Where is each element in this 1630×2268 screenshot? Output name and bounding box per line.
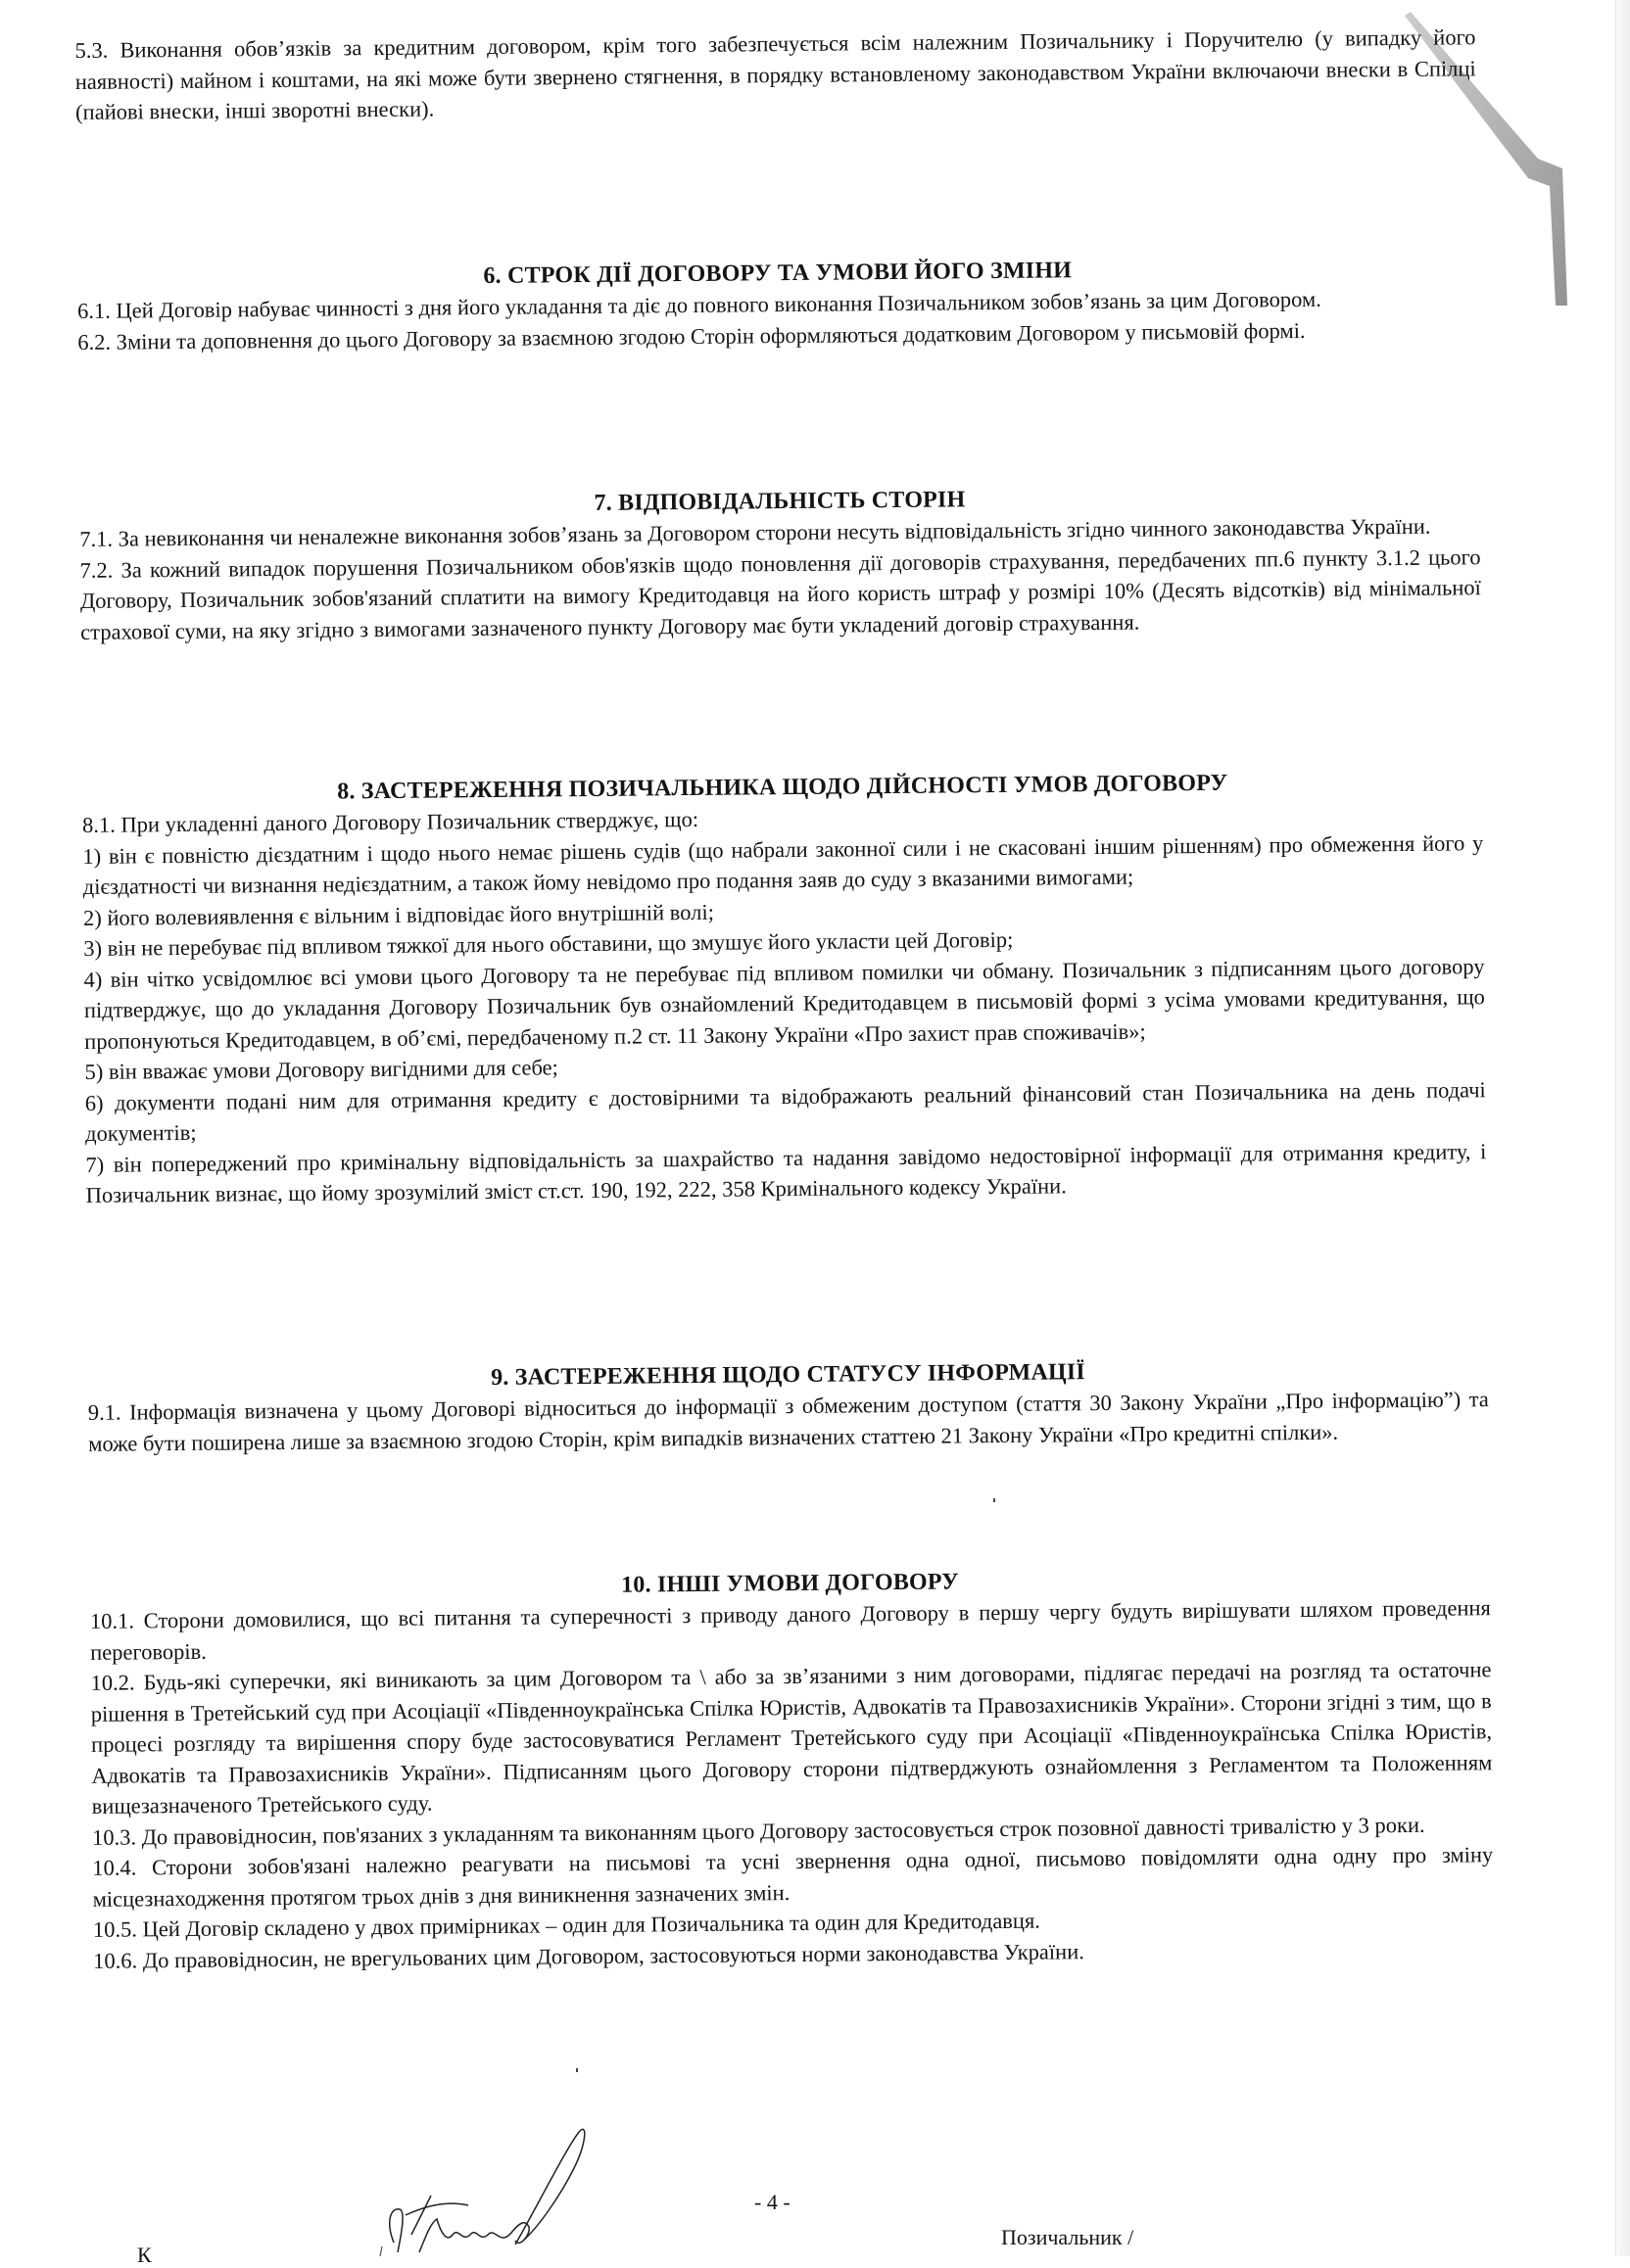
paragraph-8-1: 8.1. При укладенні даного Договору Позичальник стверджує, що: bbox=[81, 806, 699, 837]
section-heading: 10. ІНШІ УМОВИ ДОГОВОРУ bbox=[621, 1569, 960, 1598]
section-5-tail bbox=[74, 22, 1476, 127]
paragraph-6-1: 6.1. Цей Договір набуває чинності з дня його укладання та діє до повного виконання Позичальником зобов’язань за цим Договором. bbox=[76, 286, 1321, 323]
scan-speck bbox=[993, 1498, 995, 1502]
scan-edge-strip bbox=[1615, 0, 1630, 2256]
list-item-8-1-1: 1) він є повністю дієздатним і щодо нього немає рішень судів (що набрали законної сили і не скасовані іншим рішенням) про обмеження його у дієздатності чи визнання недієздатним, а також йому невідомо про подання заяв до суду з вказаними вимогами; bbox=[82, 829, 1484, 899]
scan-speck bbox=[576, 2068, 578, 2072]
paragraph-9-1: 9.1. Інформація визначена у цьому Договорі відноситься до інформації з обмеженим доступом (стаття 30 Закону України „Про інформацію”) та може бути поширена лише за взаємною згодою Сторін, крім випадків визначених статтею 21 Закону України «Про кредитні спілки». bbox=[87, 1387, 1489, 1456]
paragraph-6-2: 6.2. Зміни та доповнення до цього Договору за взаємною згодою Сторін оформляються додатковим Договором у письмовій формі. bbox=[77, 317, 1306, 354]
footer-left-label-fragment: К bbox=[137, 2243, 152, 2267]
page-number: - 4 - bbox=[754, 2190, 791, 2214]
section-9 bbox=[87, 1352, 1489, 1459]
section-8 bbox=[82, 765, 1487, 1210]
section-6 bbox=[77, 251, 1479, 357]
paragraph-10-1: 10.1. Сторони домовилися, що всі питання та суперечності з приводу даного Договору в першу чергу будуть вирішувати шляхом проведення переговорів. bbox=[89, 1595, 1491, 1665]
list-item-8-1-7: 7) він попереджений про кримінальну відповідальність за шахрайство та надання завідомо недостовірної інформації для отримання кредиту, і Позичальник визнає, що йому зрозумілий зміст ст.ст. 190, 192, 222, 358 Кримінального кодексу України. bbox=[85, 1138, 1487, 1207]
paragraph-10-5: 10.5. Цей Договір складено у двох примірниках – один для Позичальника та один для Кредитодавця. bbox=[92, 1908, 1040, 1942]
handwritten-signature-icon bbox=[372, 2125, 627, 2256]
list-item-8-1-6: 6) документи подані ним для отримання кредиту є достовірними та відображають реальний фінансовий стан Позичальника на день подачі документів; bbox=[84, 1076, 1486, 1146]
section-heading: 7. ВІДПОВІДАЛЬНІСТЬ СТОРІН bbox=[594, 487, 966, 516]
borrower-signature-label: Позичальник / bbox=[1001, 2225, 1134, 2249]
paragraph-10-4: 10.4. Сторони зобов'язані належно реагувати на письмові та усні звернення одна одної, письмово повідомляти одна одну про зміну місцезнаходження протягом трьох днів з дня виникнення зазначених змін. bbox=[92, 1842, 1494, 1912]
section-heading: 8. ЗАСТЕРЕЖЕННЯ ПОЗИЧАЛЬНИКА ЩОДО ДІЙСНОСТІ УМОВ ДОГОВОРУ bbox=[337, 770, 1228, 805]
paragraph-7-2: 7.2. За кожний випадок порушення Позичальником обов'язків щодо поновлення дії договорів страхування, передбачених пп.6 пункту 3.1.2 цього Договору, Позичальник зобов'язаний сплатити на вимогу Кредитодавця на його користь штраф у розмірі 10% (Десять відсотків) від мінімальної страхової суми, на яку згідно з вимогами зазначеного пункту Договору має бути укладений договір страхування. bbox=[79, 543, 1481, 644]
list-item-8-1-4: 4) він чітко усвідомлює всі умови цього Договору та не перебуває під впливом помилки чи обману. Позичальник з підписанням цього договору підтверджує, що до укладання Договору Позичальник був ознайомлений Кредитодавцем в письмовій формі з усіма умовами кредитування, що пропонуються Кредитодавцем, в об’ємі, передбаченому п.2 ст. 11 Закону України «Про захист прав споживачів»; bbox=[83, 953, 1485, 1054]
paragraph-5-3: 5.3. Виконання обов’язків за кредитним договором, крім того забезпечується всім належним Позичальнику і Поручителю (у випадку його наявності) майном і коштами, на які може бути звернено стягнення, в порядку встановленому законодавством України включаючи внески в Спілці (пайові внески, інші зворотні внески). bbox=[74, 24, 1476, 124]
section-heading: 9. ЗАСТЕРЕЖЕННЯ ЩОДО СТАТУСУ ІНФОРМАЦІЇ bbox=[491, 1359, 1086, 1391]
paragraph-7-1: 7.1. За невиконання чи неналежне виконання зобов’язань за Договором сторони несуть відповідальність згідно чинного законодавства України. bbox=[79, 513, 1431, 551]
list-item-8-1-2: 2) його волевиявлення є вільним і відповідає його внутрішній волі; bbox=[82, 899, 715, 930]
section-10 bbox=[89, 1561, 1494, 1976]
paragraph-10-2: 10.2. Будь-які суперечки, які виникають за цим Договором та \ або за зв’язаними з ним договорами, підлягає передачі на розгляд та остаточне рішення в Третейський суд при Асоціації «Південноукраїнська Спілка Юристів, Адвокатів та Правозахисників України». Сторони згідні з тим, що в процесі розгляду та вирішення спору буде застосовуватися Регламент Третейського суду при Асоціації «Південноукраїнська Спілка Юристів, Адвокатів та Правозахисників України». Підписанням цього Договору сторони підтверджують ознайомлення з Регламентом та Положенням вищезазначеного Третейського суду. bbox=[90, 1657, 1493, 1819]
list-item-8-1-3: 3) він не перебуває під впливом тяжкої для нього обставини, що змушує його укласти цей Договір; bbox=[83, 926, 1014, 961]
section-7 bbox=[79, 479, 1481, 647]
paragraph-10-3: 10.3. До правовідносин, пов'язаних з укладанням та виконанням цього Договору застосовується строк позовної давності тривалістю у 3 роки. bbox=[91, 1812, 1425, 1850]
paragraph-10-6: 10.6. До правовідносин, не врегульованих цим Договором, застосовуються норми законодавства України. bbox=[93, 1938, 1084, 1973]
section-heading: 6. СТРОК ДІЇ ДОГОВОРУ ТА УМОВИ ЙОГО ЗМІНИ bbox=[483, 258, 1073, 290]
list-item-8-1-5: 5) він вважає умови Договору вигідними для себе; bbox=[84, 1055, 558, 1084]
